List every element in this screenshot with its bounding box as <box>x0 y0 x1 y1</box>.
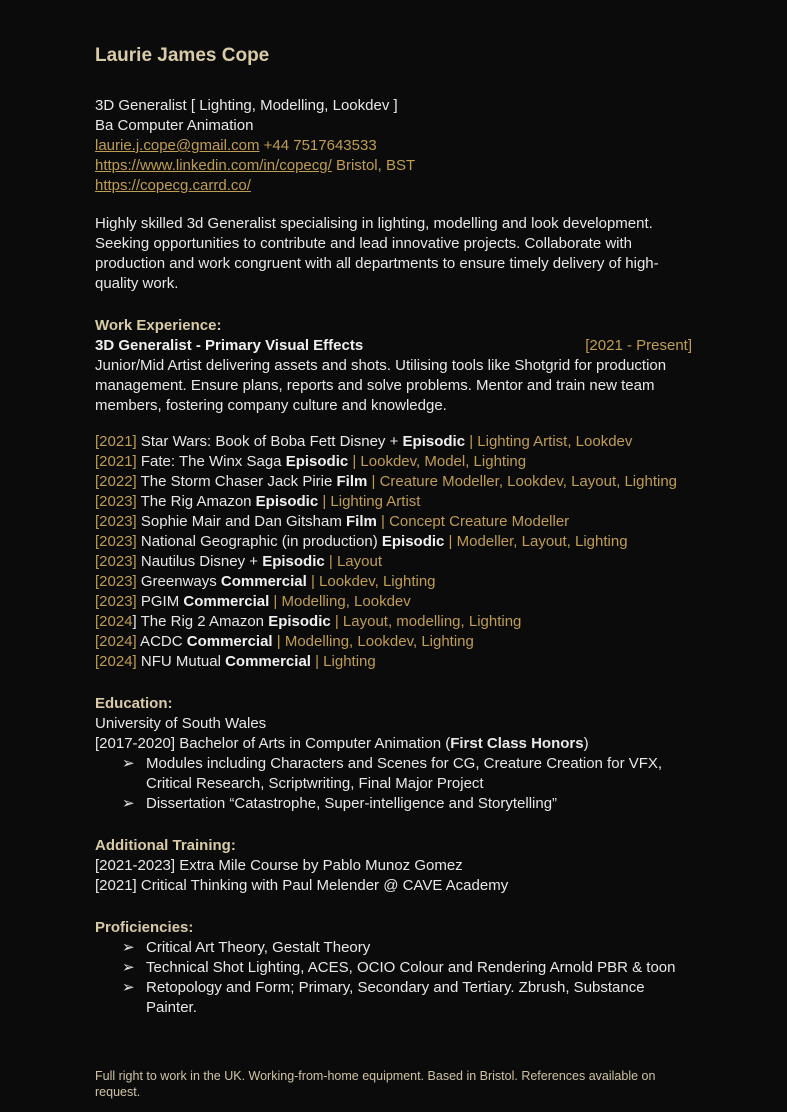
work-experience-heading: Work Experience: <box>95 317 222 334</box>
credit-row <box>95 632 692 652</box>
credit-title: NFU Mutual <box>136 653 226 670</box>
credit-format: Commercial <box>225 653 311 670</box>
credit-title: ACDC <box>136 633 187 650</box>
additional-training-heading: Additional Training: <box>95 837 236 854</box>
credit-year: [2023] <box>95 493 137 510</box>
education-degree-line <box>95 734 692 754</box>
training-line: [2021-2023] Extra Mile Course by Pablo Munoz Gomez <box>95 857 463 874</box>
credit-row <box>95 492 692 512</box>
proficiency-bullet <box>122 938 692 958</box>
credit-row <box>95 472 692 492</box>
summary-paragraph: Highly skilled 3d Generalist specialising in lighting, modelling and look development. Seeking opportunities to contribute and lead innovative projects. Collaborate with production and work congruent with all departments to ensure timely delivery of high-quality work. <box>95 215 659 292</box>
bullet-text: Technical Shot Lighting, ACES, OCIO Colour and Rendering Arnold PBR & toon <box>146 959 676 976</box>
credit-year: [2021] <box>95 433 137 450</box>
bullet-text: Retopology and Form; Primary, Secondary and Tertiary. Zbrush, Substance Painter. <box>146 979 645 1016</box>
credit-title: The Rig Amazon <box>136 493 256 510</box>
credit-format: Episodic <box>262 553 325 570</box>
arrow-bullet-icon: ➢ <box>122 795 135 812</box>
credit-roles: | Creature Modeller, Lookdev, Layout, Lighting <box>367 473 677 490</box>
credit-title: Fate: The Winx Saga <box>136 453 286 470</box>
credit-roles: | Layout <box>324 553 382 570</box>
credit-title: The Rig 2 Amazon <box>136 613 269 630</box>
credit-roles: | Concept Creature Modeller <box>376 513 570 530</box>
arrow-bullet-icon: ➢ <box>122 755 135 772</box>
credit-row <box>95 592 692 612</box>
degree-suffix: ) <box>583 735 589 752</box>
arrow-bullet-icon: ➢ <box>122 959 135 976</box>
arrow-bullet-icon: ➢ <box>122 939 135 956</box>
credit-roles: | Lookdev, Lighting <box>306 573 436 590</box>
proficiencies-heading: Proficiencies: <box>95 919 194 936</box>
credit-year: [2024] <box>95 653 137 670</box>
credit-roles: | Lighting <box>310 653 376 670</box>
credit-year: [2023] <box>95 513 137 530</box>
training-block <box>95 856 692 896</box>
credit-year-suffix: ] <box>132 613 137 630</box>
credit-year: [2021] <box>95 453 137 470</box>
bullet-text: Modules including Characters and Scenes for CG, Creature Creation for VFX, Critical Research, Scriptwriting, Final Major Project <box>146 755 663 792</box>
credit-row <box>95 652 692 672</box>
credit-title: Greenways <box>136 573 221 590</box>
proficiency-bullet <box>122 958 692 978</box>
credit-roles: | Lookdev, Model, Lighting <box>348 453 527 470</box>
training-line: [2021] Critical Thinking with Paul Melender @ CAVE Academy <box>95 877 509 894</box>
proficiency-bullet <box>122 978 692 1018</box>
contact-block <box>95 96 692 196</box>
website-line <box>95 176 692 196</box>
credit-year: [2024] <box>95 633 137 650</box>
education-school: University of South Wales <box>95 715 267 732</box>
credit-format: Episodic <box>402 433 466 450</box>
credit-row <box>95 512 692 532</box>
education-bullet <box>122 794 692 814</box>
linkedin-link[interactable]: https://www.linkedin.com/in/copecg/ <box>95 157 332 174</box>
job-title: 3D Generalist - Primary Visual Effects <box>95 337 364 354</box>
education-bullet <box>122 754 692 794</box>
credit-year: [2024 <box>95 613 133 630</box>
credit-format: Episodic <box>285 453 349 470</box>
credit-format: Episodic <box>255 493 319 510</box>
education-heading: Education: <box>95 695 173 712</box>
phone-number: +44 7517643533 <box>259 137 377 154</box>
credit-format: Film <box>336 473 368 490</box>
credit-roles: | Modelling, Lookdev, Lighting <box>272 633 474 650</box>
degree-line: Ba Computer Animation <box>95 117 254 134</box>
credits-list <box>95 432 692 672</box>
job-description: Junior/Mid Artist delivering assets and shots. Utilising tools like Shotgrid for production management. Ensure plans, reports and solve problems. Mentor and train new team members, fostering company culture and knowledge. <box>95 357 667 414</box>
credit-title: Star Wars: Book of Boba Fett Disney + <box>136 433 403 450</box>
credit-year: [2023] <box>95 593 137 610</box>
credit-format: Episodic <box>381 533 445 550</box>
degree-prefix: [2017-2020] Bachelor of Arts in Computer Animation ( <box>95 735 451 752</box>
credit-roles: | Layout, modelling, Lighting <box>330 613 522 630</box>
credit-year: [2023] <box>95 533 137 550</box>
credit-format: Commercial <box>186 633 273 650</box>
credit-row <box>95 532 692 552</box>
bullet-text: Dissertation “Catastrophe, Super-intelligence and Storytelling” <box>146 795 558 812</box>
credit-roles: | Modelling, Lookdev <box>269 593 411 610</box>
degree-honors: First Class Honors <box>450 735 584 752</box>
job-date-range: [2021 - Present] <box>585 337 692 354</box>
footer-note: Full right to work in the UK. Working-from-home equipment. Based in Bristol. References available on request. <box>95 1069 656 1099</box>
job-row <box>95 336 692 356</box>
credit-roles: | Lighting Artist <box>318 493 421 510</box>
credit-title: PGIM <box>136 593 184 610</box>
credit-format: Film <box>346 513 377 530</box>
role-title-line: 3D Generalist [ Lighting, Modelling, Lookdev ] <box>95 97 398 114</box>
credit-row <box>95 432 692 452</box>
email-link[interactable]: laurie.j.cope@gmail.com <box>95 137 260 154</box>
person-name: Laurie James Cope <box>95 45 270 66</box>
credit-roles: | Modeller, Layout, Lighting <box>444 533 628 550</box>
credit-row <box>95 452 692 472</box>
credit-year: [2022] <box>95 473 137 490</box>
linkedin-location-line <box>95 156 692 176</box>
bullet-text: Critical Art Theory, Gestalt Theory <box>146 939 371 956</box>
credit-row <box>95 612 692 632</box>
credit-year: [2023] <box>95 573 137 590</box>
credit-row <box>95 552 692 572</box>
arrow-bullet-icon: ➢ <box>122 979 135 996</box>
credit-title: Nautilus Disney + <box>136 553 263 570</box>
credit-row <box>95 572 692 592</box>
credit-format: Commercial <box>183 593 270 610</box>
website-link[interactable]: https://copecg.carrd.co/ <box>95 177 251 194</box>
credit-title: Sophie Mair and Dan Gitsham <box>136 513 346 530</box>
credit-title: National Geographic (in production) <box>136 533 382 550</box>
email-phone-line <box>95 136 692 156</box>
credit-year: [2023] <box>95 553 137 570</box>
credit-title: The Storm Chaser Jack Pirie <box>136 473 337 490</box>
credit-roles: | Lighting Artist, Lookdev <box>465 433 633 450</box>
location-text: Bristol, BST <box>331 157 416 174</box>
credit-format: Episodic <box>268 613 331 630</box>
credit-format: Commercial <box>220 573 307 590</box>
